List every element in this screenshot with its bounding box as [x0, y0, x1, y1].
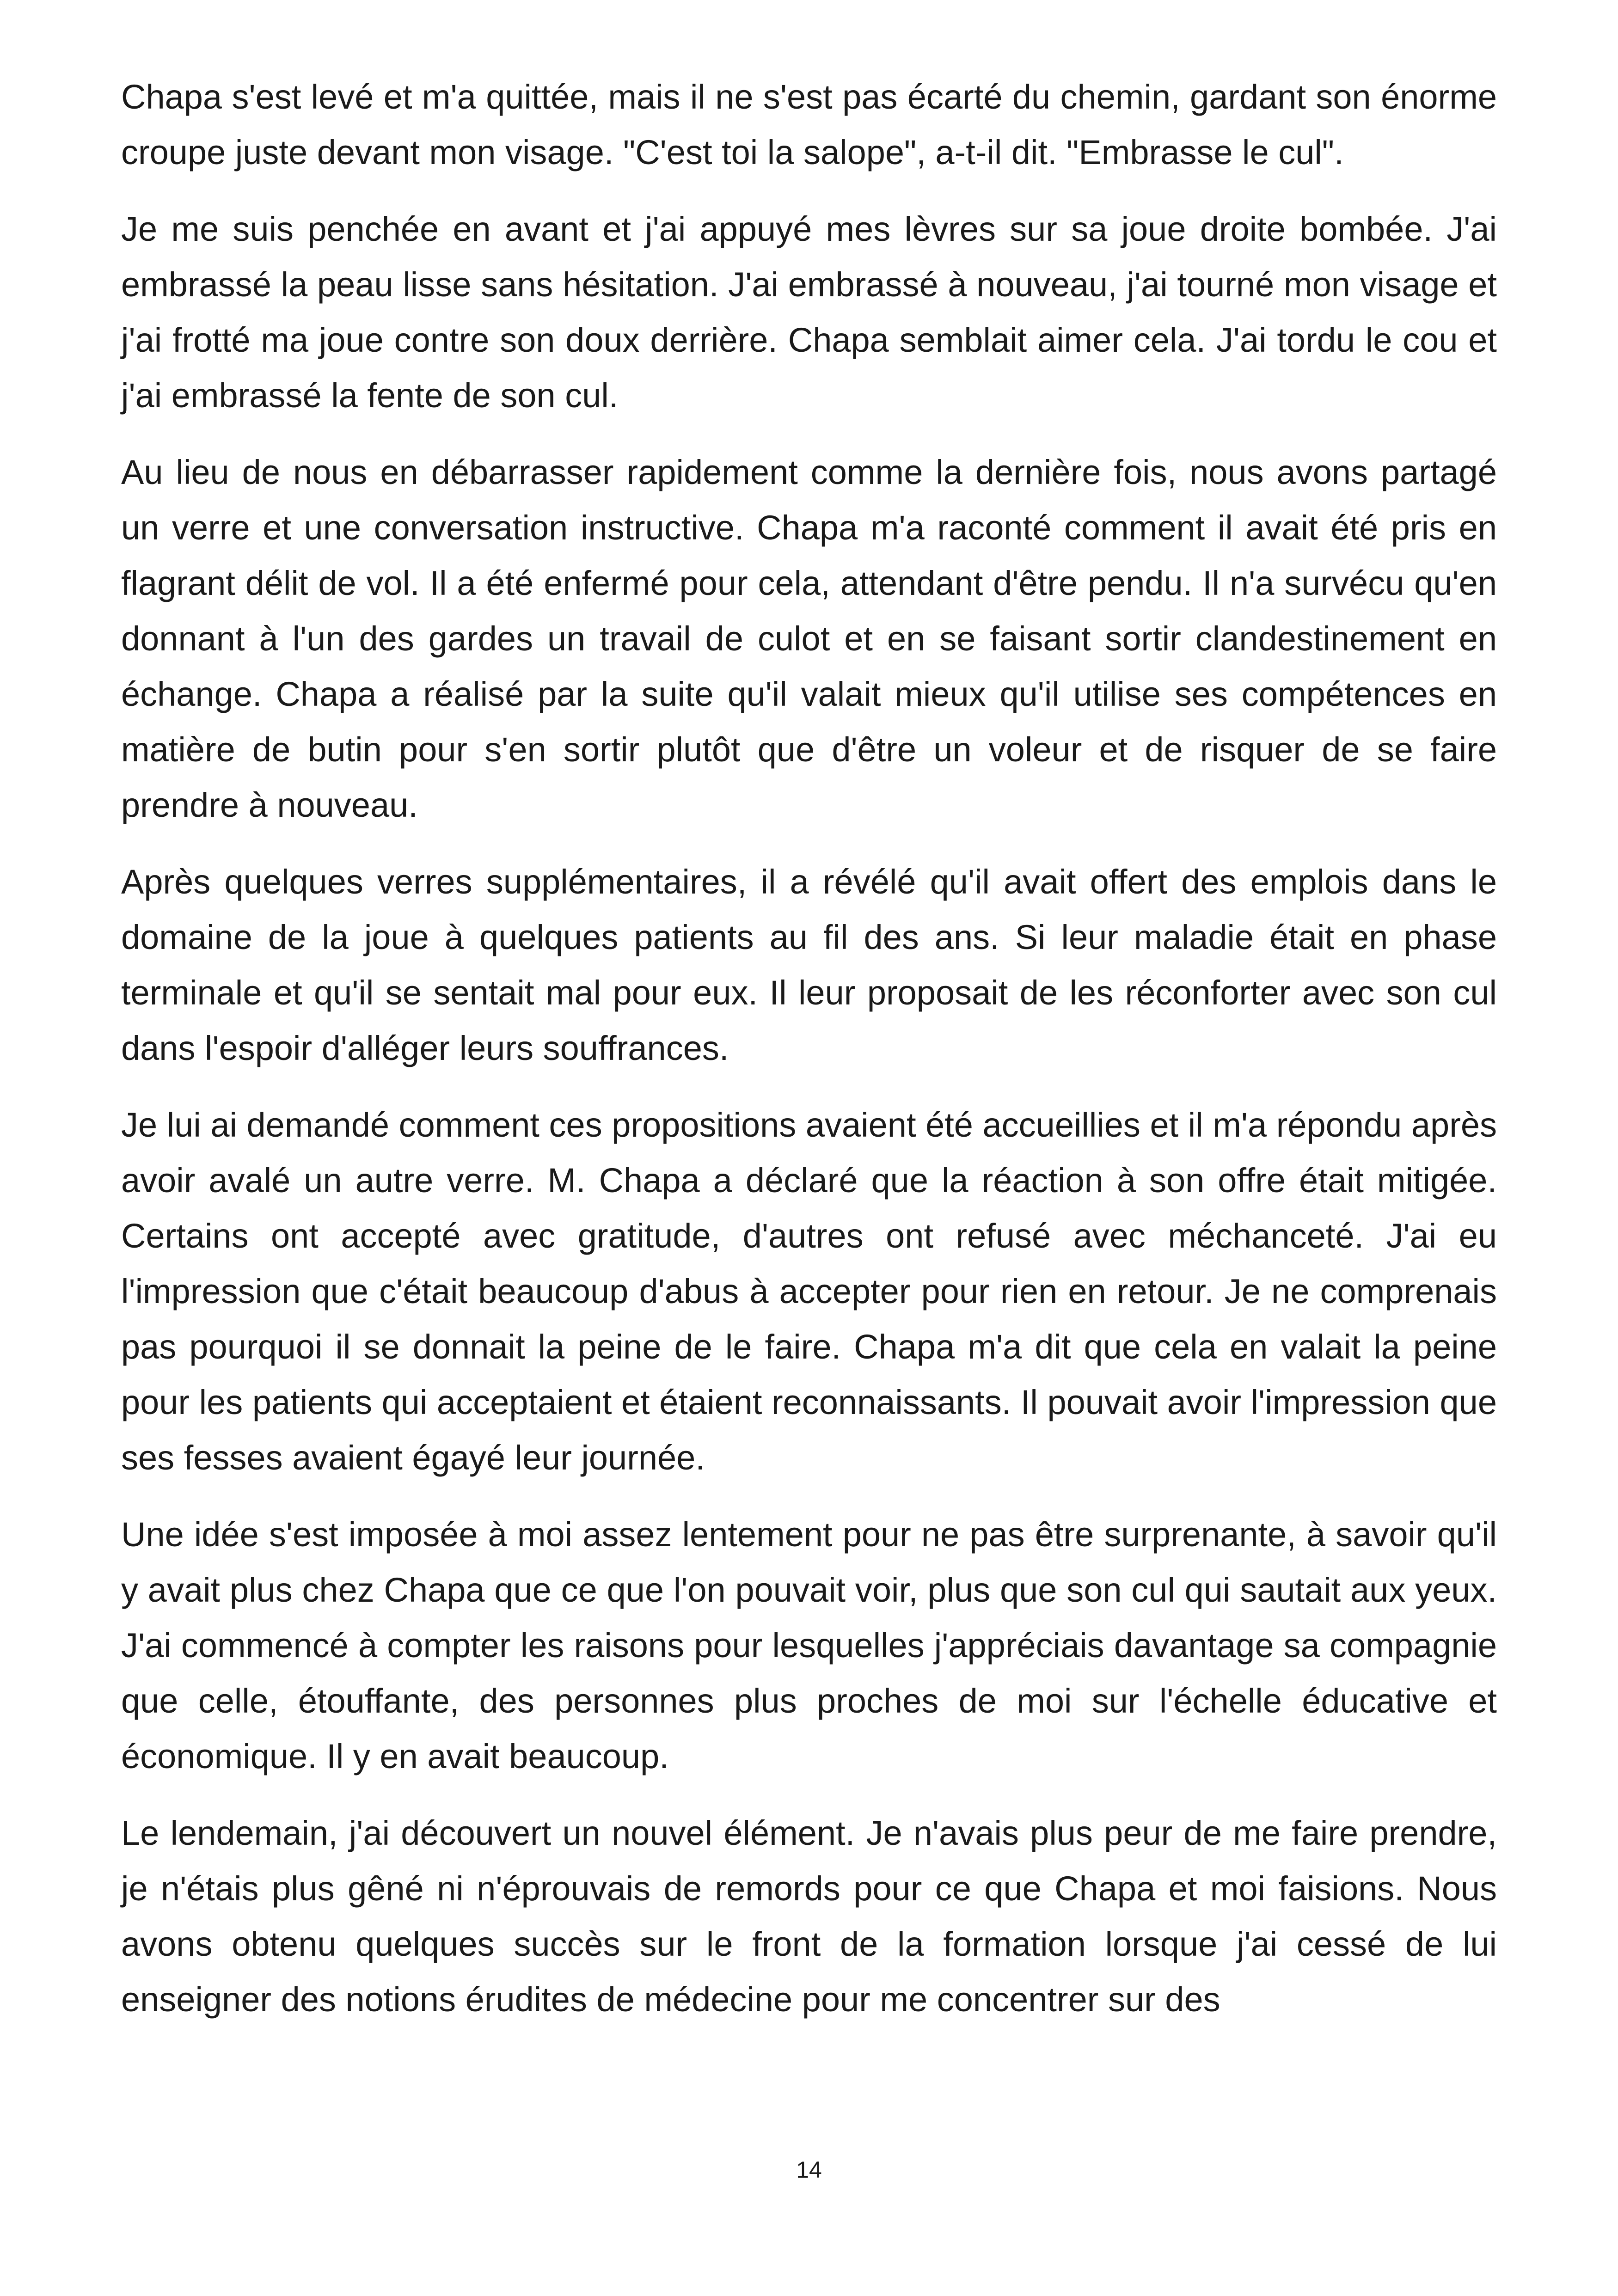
paragraph-4: Après quelques verres supplémentaires, il a révélé qu'il avait offert des emplois dans le domaine de la joue à quelques patients au fil des ans. Si leur maladie était en phase terminale et qu'il se sentait mal pour eux. Il leur proposait de les réconforter avec son cul dans l'espoir d'alléger leurs souffrances.	[121, 863, 1497, 1067]
page-number: 14	[796, 2157, 822, 2183]
paragraph-1: Chapa s'est levé et m'a quittée, mais il ne s'est pas écarté du chemin, gardant son énorme croupe juste devant mon visage. "C'est toi la salope", a-t-il dit. "Embrasse le cul".	[121, 78, 1497, 171]
body-text	[121, 69, 1497, 2027]
paragraph-7: Le lendemain, j'ai découvert un nouvel élément. Je n'avais plus peur de me faire prendre, je n'étais plus gêné ni n'éprouvais de remords pour ce que Chapa et moi faisions. Nous avons obtenu quelques succès sur le front de la formation lorsque j'ai cessé de lui enseigner des notions érudites de médecine pour me concentrer sur des	[121, 1814, 1497, 2019]
paragraph-2: Je me suis penchée en avant et j'ai appuyé mes lèvres sur sa joue droite bombée. J'ai embrassé la peau lisse sans hésitation. J'ai embrassé à nouveau, j'ai tourné mon visage et j'ai frotté ma joue contre son doux derrière. Chapa semblait aimer cela. J'ai tordu le cou et j'ai embrassé la fente de son cul.	[121, 210, 1497, 415]
paragraph-3: Au lieu de nous en débarrasser rapidement comme la dernière fois, nous avons partagé un verre et une conversation instructive. Chapa m'a raconté comment il avait été pris en flagrant délit de vol. Il a été enfermé pour cela, attendant d'être pendu. Il n'a survécu qu'en donnant à l'un des gardes un travail de culot et en se faisant sortir clandestinement en échange. Chapa a réalisé par la suite qu'il valait mieux qu'il utilise ses compétences en matière de butin pour s'en sortir plutôt que d'être un voleur et de risquer de se faire prendre à nouveau.	[121, 453, 1497, 824]
paragraph-5: Je lui ai demandé comment ces propositions avaient été accueillies et il m'a répondu après avoir avalé un autre verre. M. Chapa a déclaré que la réaction à son offre était mitigée. Certains ont accepté avec gratitude, d'autres ont refusé avec méchanceté. J'ai eu l'impression que c'était beaucoup d'abus à accepter pour rien en retour. Je ne comprenais pas pourquoi il se donnait la peine de le faire. Chapa m'a dit que cela en valait la peine pour les patients qui acceptaient et étaient reconnaissants. Il pouvait avoir l'impression que ses fesses avaient égayé leur journée.	[121, 1106, 1497, 1477]
paragraph-6: Une idée s'est imposée à moi assez lentement pour ne pas être surprenante, à savoir qu'il y avait plus chez Chapa que ce que l'on pouvait voir, plus que son cul qui sautait aux yeux. J'ai commencé à compter les raisons pour lesquelles j'appréciais davantage sa compagnie que celle, étouffante, des personnes plus proches de moi sur l'échelle éducative et économique. Il y en avait beaucoup.	[121, 1515, 1497, 1776]
